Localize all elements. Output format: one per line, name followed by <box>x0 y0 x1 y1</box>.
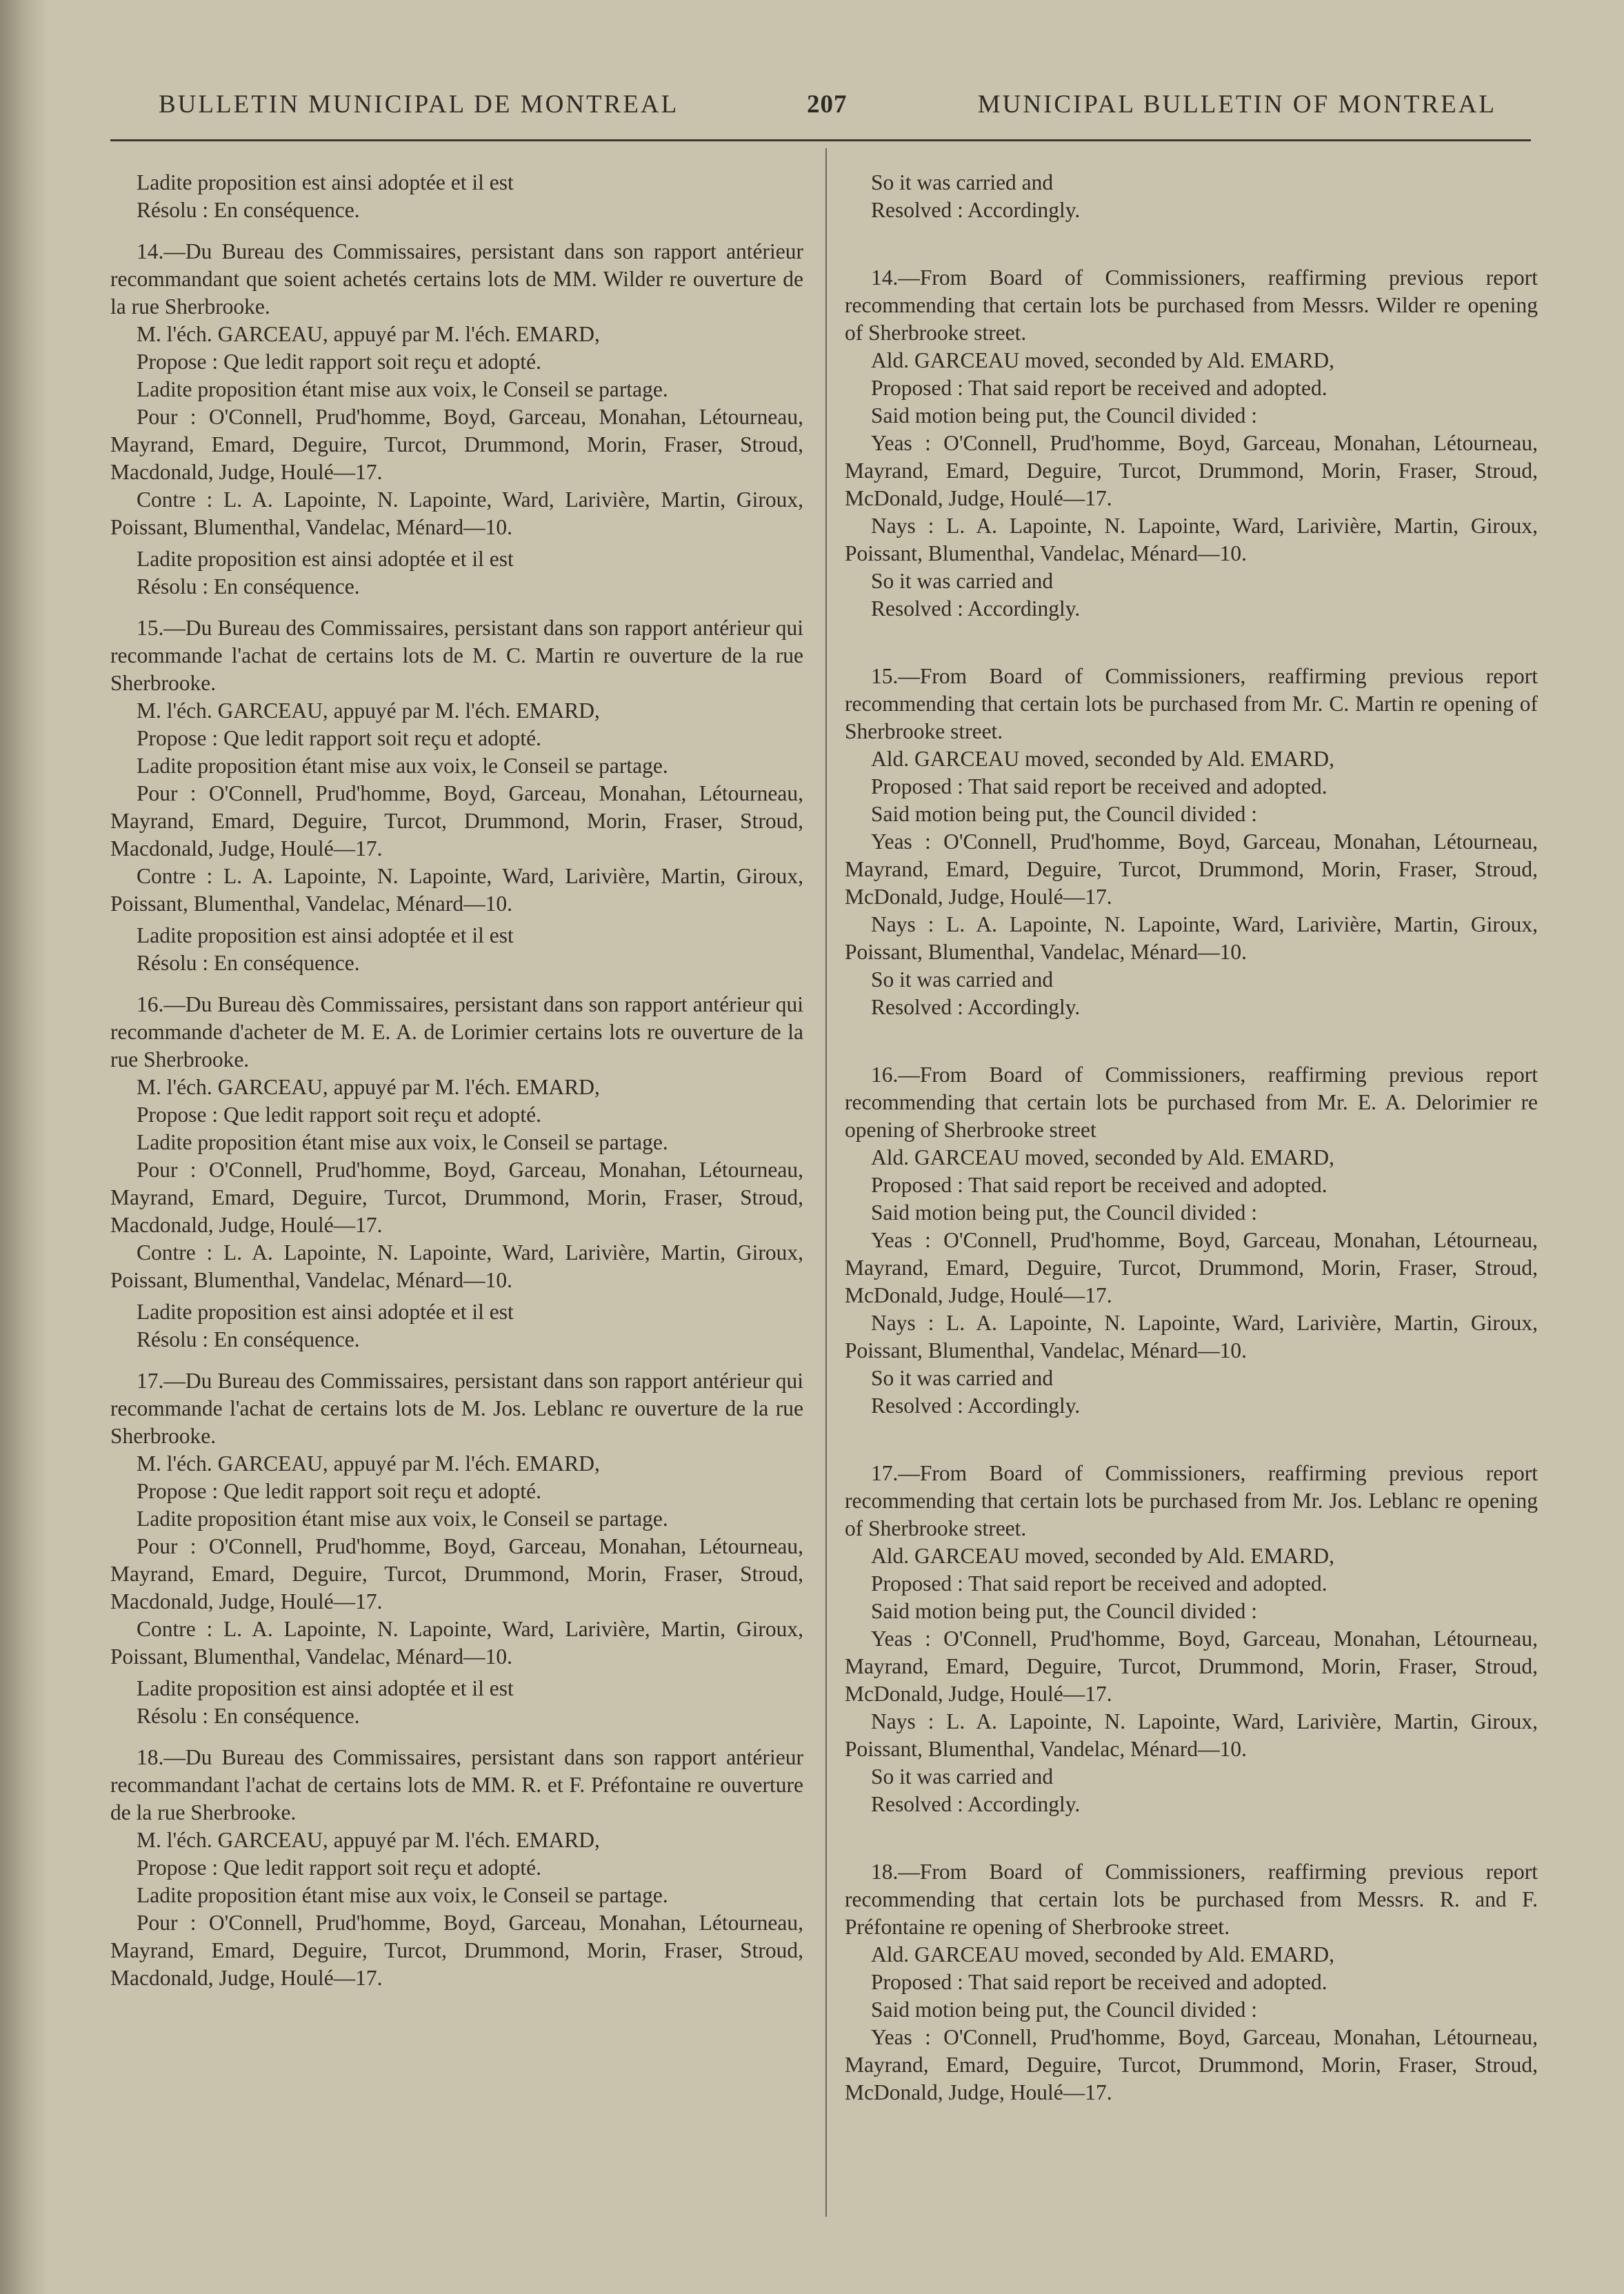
mover-line: M. l'éch. GARCEAU, appuyé par M. l'éch. EMARD, <box>137 1828 600 1852</box>
item-heading: 14.—Du Bureau des Commissaires, persistant dans son rapport antérieur recommandant que soient achetés certains lots de MM. Wilder re ouverture de la rue Sherbrooke. <box>110 239 803 319</box>
item-heading: 15.—Du Bureau des Commissaires, persistant dans son rapport antérieur qui recommande l'achat de certains lots de M. C. Martin re ouverture de la rue Sherbrooke. <box>110 616 803 695</box>
contre-list: Contre : L. A. Lapointe, N. Lapointe, Ward, Larivière, Martin, Giroux, Poissant, Blumenthal, Vandelac, Ménard—10. <box>110 487 803 539</box>
nays-list: Nays : L. A. Lapointe, N. Lapointe, Ward, Larivière, Martin, Giroux, Poissant, Blumenthal, Vandelac, Ménard—10. <box>845 1709 1538 1761</box>
contre-list: Contre : L. A. Lapointe, N. Lapointe, Ward, Larivière, Martin, Giroux, Poissant, Blumenthal, Vandelac, Ménard—10. <box>110 1240 803 1292</box>
pour-list: Pour : O'Connell, Prud'homme, Boyd, Garceau, Monahan, Létourneau, Mayrand, Emard, Deguire, Turcot, Drummond, Morin, Fraser, Stroud, Macdonald, Judge, Houlé—17. <box>110 1158 803 1237</box>
item-heading: 18.—From Board of Commissioners, reaffirming previous report recommending that certain lots be purchased from Messrs. R. and F. Préfontaine re opening of Sherbrooke street. <box>845 1860 1538 1939</box>
resolved-line: Resolved : Accordingly. <box>871 596 1081 621</box>
adopted-line: Ladite proposition est ainsi adoptée et il est <box>137 1300 514 1324</box>
vote-line: Said motion being put, the Council divided : <box>871 802 1257 826</box>
vote-line: Said motion being put, the Council divided : <box>871 403 1257 427</box>
propose-line: Propose : Que ledit rapport soit reçu et adopté. <box>137 1103 541 1127</box>
vote-line: Said motion being put, the Council divided : <box>871 1998 1257 2022</box>
header-french-title: BULLETIN MUNICIPAL DE MONTREAL <box>159 90 679 119</box>
adopted-line: Ladite proposition est ainsi adoptée et il est <box>137 170 514 194</box>
french-item-15 <box>110 614 803 977</box>
mover-line: M. l'éch. GARCEAU, appuyé par M. l'éch. EMARD, <box>137 1451 600 1476</box>
english-item-17 <box>845 1460 1538 1818</box>
french-item-16 <box>110 991 803 1354</box>
mover-line: Ald. GARCEAU moved, seconded by Ald. EMARD, <box>871 1942 1334 1966</box>
resolved-line: Résolu : En conséquence. <box>137 574 360 598</box>
pour-list: Pour : O'Connell, Prud'homme, Boyd, Garceau, Monahan, Létourneau, Mayrand, Emard, Deguire, Turcot, Drummond, Morin, Fraser, Stroud, Macdonald, Judge, Houlé—17. <box>110 405 803 484</box>
yeas-list: Yeas : O'Connell, Prud'homme, Boyd, Garceau, Monahan, Létourneau, Mayrand, Emard, Deguire, Turcot, Drummond, Morin, Fraser, Stroud, McDonald, Judge, Houlé—17. <box>845 431 1538 510</box>
nays-list: Nays : L. A. Lapointe, N. Lapointe, Ward, Larivière, Martin, Giroux, Poissant, Blumenthal, Vandelac, Ménard—10. <box>845 1311 1538 1362</box>
mover-line: Ald. GARCEAU moved, seconded by Ald. EMARD, <box>871 348 1334 372</box>
english-item-16 <box>845 1061 1538 1420</box>
yeas-list: Yeas : O'Connell, Prud'homme, Boyd, Garceau, Monahan, Létourneau, Mayrand, Emard, Deguire, Turcot, Drummond, Morin, Fraser, Stroud, McDonald, Judge, Houlé—17. <box>845 829 1538 909</box>
carried-line: So it was carried and <box>871 1764 1054 1789</box>
vote-line: Ladite proposition étant mise aux voix, le Conseil se partage. <box>137 1130 668 1154</box>
english-item-18 <box>845 1858 1538 2106</box>
resolved-line: Resolved : Accordingly. <box>871 995 1081 1019</box>
adopted-line: Ladite proposition est ainsi adoptée et il est <box>137 547 514 571</box>
french-intro <box>110 169 803 224</box>
english-item-14 <box>845 264 1538 623</box>
mover-line: Ald. GARCEAU moved, seconded by Ald. EMARD, <box>871 1544 1334 1568</box>
vote-line: Ladite proposition étant mise aux voix, le Conseil se partage. <box>137 754 668 778</box>
pour-list: Pour : O'Connell, Prud'homme, Boyd, Garceau, Monahan, Létourneau, Mayrand, Emard, Deguire, Turcot, Drummond, Morin, Fraser, Stroud, Macdonald, Judge, Houlé—17. <box>110 1911 803 1990</box>
proposed-line: Proposed : That said report be received and adopted. <box>871 1571 1327 1596</box>
nays-list: Nays : L. A. Lapointe, N. Lapointe, Ward, Larivière, Martin, Giroux, Poissant, Blumenthal, Vandelac, Ménard—10. <box>845 514 1538 565</box>
item-heading: 16.—From Board of Commissioners, reaffirming previous report recommending that certain lots be purchased from Mr. E. A. Delorimier re opening of Sherbrooke street <box>845 1063 1538 1142</box>
carried-line: So it was carried and <box>871 170 1054 194</box>
propose-line: Propose : Que ledit rapport soit reçu et adopté. <box>137 1479 541 1503</box>
mover-line: Ald. GARCEAU moved, seconded by Ald. EMARD, <box>871 747 1334 771</box>
header-english-title: MUNICIPAL BULLETIN OF MONTREAL <box>977 90 1496 119</box>
item-heading: 17.—Du Bureau des Commissaires, persistant dans son rapport antérieur qui recommande l'achat de certains lots de M. Jos. Leblanc re ouverture de la rue Sherbrooke. <box>110 1369 803 1448</box>
vote-line: Said motion being put, the Council divided : <box>871 1599 1257 1623</box>
mover-line: M. l'éch. GARCEAU, appuyé par M. l'éch. EMARD, <box>137 1075 600 1099</box>
item-heading: 16.—Du Bureau dès Commissaires, persistant dans son rapport antérieur qui recommande d'acheter de M. E. A. de Lorimier certains lots re ouverture de la rue Sherbrooke. <box>110 992 803 1071</box>
proposed-line: Proposed : That said report be received and adopted. <box>871 1173 1327 1197</box>
french-item-14 <box>110 238 803 601</box>
pour-list: Pour : O'Connell, Prud'homme, Boyd, Garceau, Monahan, Létourneau, Mayrand, Emard, Deguire, Turcot, Drummond, Morin, Fraser, Stroud, Macdonald, Judge, Houlé—17. <box>110 1534 803 1613</box>
vote-line: Ladite proposition étant mise aux voix, le Conseil se partage. <box>137 1883 668 1907</box>
adopted-line: Ladite proposition est ainsi adoptée et il est <box>137 1676 514 1700</box>
contre-list: Contre : L. A. Lapointe, N. Lapointe, Ward, Larivière, Martin, Giroux, Poissant, Blumenthal, Vandelac, Ménard—10. <box>110 1617 803 1669</box>
header-rule <box>110 139 1531 141</box>
yeas-list: Yeas : O'Connell, Prud'homme, Boyd, Garceau, Monahan, Létourneau, Mayrand, Emard, Deguire, Turcot, Drummond, Morin, Fraser, Stroud, McDonald, Judge, Houlé—17. <box>845 1228 1538 1307</box>
french-item-18 <box>110 1744 803 1992</box>
resolved-line: Résolu : En conséquence. <box>137 1327 360 1351</box>
propose-line: Propose : Que ledit rapport soit reçu et adopté. <box>137 350 541 374</box>
book-spine-shadow <box>0 0 48 2294</box>
english-intro <box>845 169 1538 224</box>
item-heading: 17.—From Board of Commissioners, reaffirming previous report recommending that certain lots be purchased from Mr. Jos. Leblanc re opening of Sherbrooke street. <box>845 1461 1538 1540</box>
item-heading: 14.—From Board of Commissioners, reaffirming previous report recommending that certain lots be purchased from Messrs. Wilder re opening of Sherbrooke street. <box>845 265 1538 345</box>
resolved-line: Resolved : Accordingly. <box>871 198 1081 222</box>
resolved-line: Résolu : En conséquence. <box>137 951 360 975</box>
carried-line: So it was carried and <box>871 569 1054 593</box>
carried-line: So it was carried and <box>871 967 1054 992</box>
resolved-line: Résolu : En conséquence. <box>137 198 360 222</box>
proposed-line: Proposed : That said report be received and adopted. <box>871 1970 1327 1994</box>
proposed-line: Proposed : That said report be received and adopted. <box>871 774 1327 798</box>
adopted-line: Ladite proposition est ainsi adoptée et il est <box>137 923 514 947</box>
french-item-17 <box>110 1367 803 1730</box>
item-heading: 18.—Du Bureau des Commissaires, persistant dans son rapport antérieur recommandant l'achat de certains lots de MM. R. et F. Préfontaine re ouverture de la rue Sherbrooke. <box>110 1745 803 1824</box>
mover-line: M. l'éch. GARCEAU, appuyé par M. l'éch. EMARD, <box>137 322 600 346</box>
page-header <box>103 90 1538 131</box>
english-column <box>845 169 1538 2120</box>
item-heading: 15.—From Board of Commissioners, reaffirming previous report recommending that certain lots be purchased from Mr. C. Martin re opening of Sherbrooke street. <box>845 664 1538 743</box>
resolved-line: Résolu : En conséquence. <box>137 1704 360 1728</box>
vote-line: Ladite proposition étant mise aux voix, le Conseil se partage. <box>137 377 668 401</box>
english-item-15 <box>845 663 1538 1021</box>
page-number: 207 <box>807 90 848 119</box>
french-column <box>110 169 803 2006</box>
nays-list: Nays : L. A. Lapointe, N. Lapointe, Ward, Larivière, Martin, Giroux, Poissant, Blumenthal, Vandelac, Ménard—10. <box>845 912 1538 964</box>
vote-line: Said motion being put, the Council divided : <box>871 1200 1257 1225</box>
mover-line: Ald. GARCEAU moved, seconded by Ald. EMARD, <box>871 1145 1334 1169</box>
column-divider <box>825 148 827 2217</box>
yeas-list: Yeas : O'Connell, Prud'homme, Boyd, Garceau, Monahan, Létourneau, Mayrand, Emard, Deguire, Turcot, Drummond, Morin, Fraser, Stroud, McDonald, Judge, Houlé—17. <box>845 2025 1538 2104</box>
resolved-line: Resolved : Accordingly. <box>871 1792 1081 1816</box>
proposed-line: Proposed : That said report be received and adopted. <box>871 376 1327 400</box>
propose-line: Propose : Que ledit rapport soit reçu et adopté. <box>137 726 541 750</box>
carried-line: So it was carried and <box>871 1366 1054 1390</box>
pour-list: Pour : O'Connell, Prud'homme, Boyd, Garceau, Monahan, Létourneau, Mayrand, Emard, Deguire, Turcot, Drummond, Morin, Fraser, Stroud, Macdonald, Judge, Houlé—17. <box>110 781 803 861</box>
resolved-line: Resolved : Accordingly. <box>871 1393 1081 1418</box>
mover-line: M. l'éch. GARCEAU, appuyé par M. l'éch. EMARD, <box>137 698 600 723</box>
contre-list: Contre : L. A. Lapointe, N. Lapointe, Ward, Larivière, Martin, Giroux, Poissant, Blumenthal, Vandelac, Ménard—10. <box>110 864 803 916</box>
vote-line: Ladite proposition étant mise aux voix, le Conseil se partage. <box>137 1507 668 1531</box>
yeas-list: Yeas : O'Connell, Prud'homme, Boyd, Garceau, Monahan, Létourneau, Mayrand, Emard, Deguire, Turcot, Drummond, Morin, Fraser, Stroud, McDonald, Judge, Houlé—17. <box>845 1627 1538 1706</box>
propose-line: Propose : Que ledit rapport soit reçu et adopté. <box>137 1855 541 1880</box>
